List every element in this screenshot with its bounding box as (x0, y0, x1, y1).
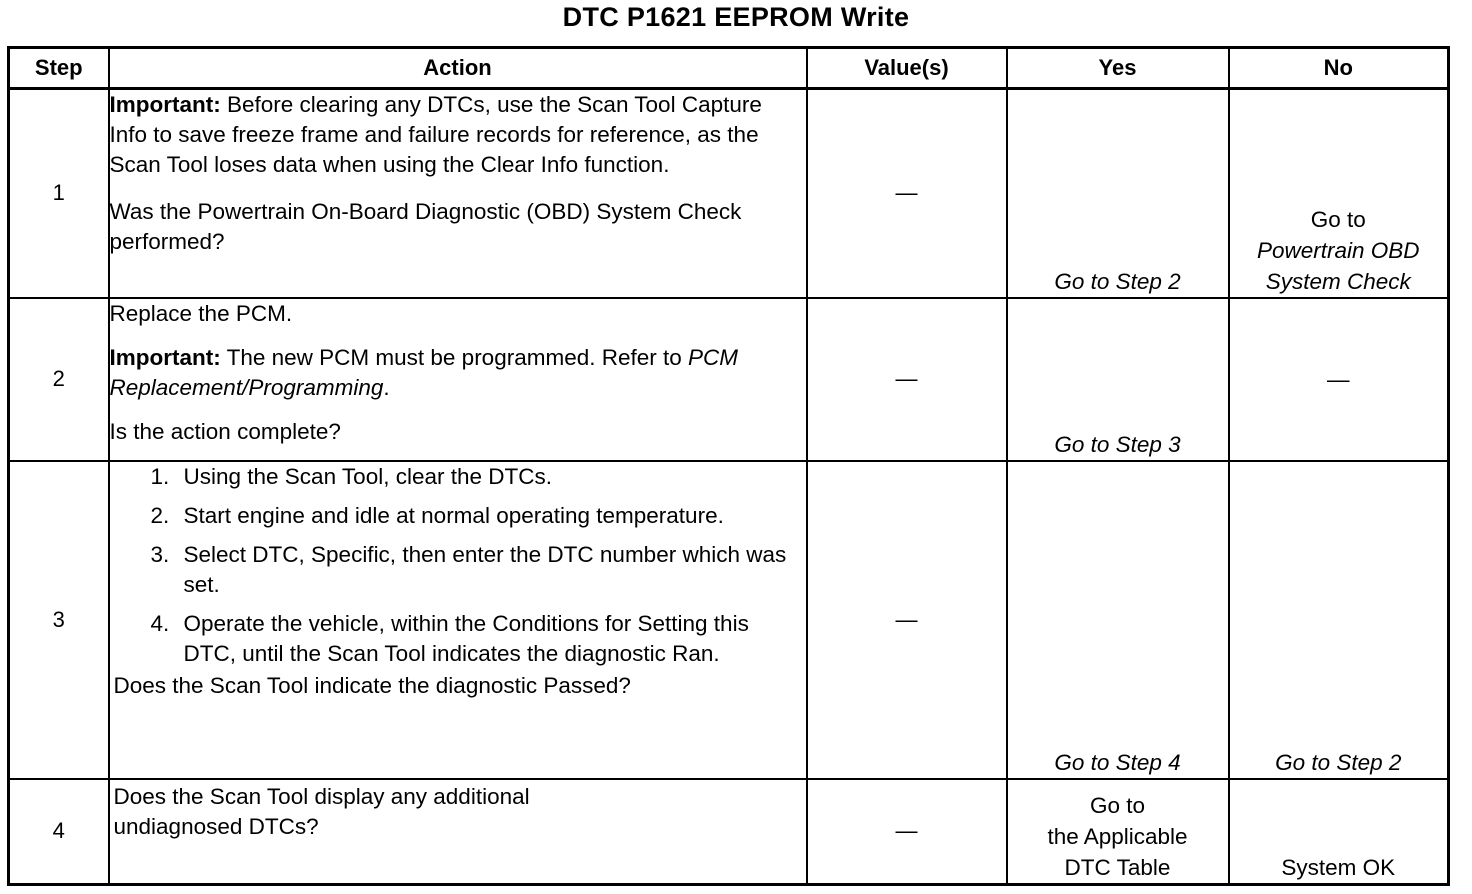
substep-item: 4. Operate the vehicle, within the Conditions for Setting this DTC, until the Scan Tool indicates the diagnostic Ran. (176, 609, 806, 669)
important-label: Important: (109, 344, 221, 370)
step-number: 4 (9, 779, 109, 885)
table-row (9, 298, 1449, 461)
important-text: Before clearing any DTCs, use the Scan Tool Capture Info to save freeze frame and failure records for reference, as the Scan Tool loses data when using the Clear Info function. (109, 92, 762, 177)
value-dash: — (895, 606, 918, 632)
table-row (9, 89, 1449, 298)
action-question: Is the action complete? (109, 418, 341, 444)
value-cell (807, 779, 1007, 885)
table-row (9, 461, 1449, 779)
substep-item: 3. Select DTC, Specific, then enter the DTC number which was set. (176, 540, 806, 600)
value-cell (807, 89, 1007, 298)
header-yes: Yes (1007, 48, 1229, 89)
yes-link-line1[interactable]: the Applicable (1047, 824, 1188, 849)
no-link-line1[interactable]: Powertrain OBD (1256, 237, 1420, 263)
no-goto-label: Go to (1310, 206, 1366, 232)
action-question: Does the Scan Tool display any additional undiagnosed DTCs? (113, 783, 530, 839)
no-cell (1229, 89, 1449, 298)
no-result: System OK (1281, 855, 1396, 880)
important-note (110, 90, 806, 180)
important-text: The new PCM must be programmed. Refer to (220, 344, 689, 370)
action-cell (109, 461, 807, 779)
action-cell (109, 89, 807, 298)
action-cell (109, 298, 807, 461)
value-dash: — (895, 818, 918, 844)
yes-link[interactable]: Go to Step 4 (1054, 749, 1181, 775)
reference-link[interactable]: PCM Replacement/Programming (109, 344, 739, 400)
action-cell (109, 779, 807, 885)
table-row (9, 779, 1449, 885)
no-dash: — (1327, 366, 1350, 392)
yes-cell (1007, 89, 1229, 298)
no-link-line2[interactable]: System Check (1265, 268, 1411, 294)
value-cell (807, 461, 1007, 779)
value-cell (807, 298, 1007, 461)
table-header-row (9, 48, 1449, 89)
no-link[interactable]: Go to Step 2 (1275, 749, 1402, 775)
no-cell (1229, 779, 1449, 885)
important-note (110, 343, 806, 403)
important-label: Important: (109, 92, 221, 117)
yes-cell (1007, 779, 1229, 885)
document-title: DTC P1621 EEPROM Write (562, 2, 910, 32)
action-question: Was the Powertrain On-Board Diagnostic (OBD) System Check performed? (109, 199, 742, 254)
header-values: Value(s) (807, 48, 1007, 89)
step-number: 3 (9, 461, 109, 779)
header-action: Action (109, 48, 807, 89)
yes-cell (1007, 461, 1229, 779)
yes-link[interactable]: Go to Step 3 (1054, 431, 1181, 457)
substep-item: 2. Start engine and idle at normal operating temperature. (176, 501, 806, 531)
important-end: . (383, 374, 390, 400)
step-number: 1 (9, 89, 109, 298)
yes-goto-label: Go to (1089, 793, 1146, 818)
header-no: No (1229, 48, 1449, 89)
no-cell (1229, 298, 1449, 461)
substep-item: 1. Using the Scan Tool, clear the DTCs. (176, 462, 806, 492)
yes-link-line2[interactable]: DTC Table (1064, 855, 1171, 880)
yes-cell (1007, 298, 1229, 461)
value-dash: — (895, 366, 918, 391)
yes-link[interactable]: Go to Step 2 (1054, 268, 1181, 294)
step-number: 2 (9, 298, 109, 461)
header-step: Step (9, 48, 109, 89)
value-dash: — (895, 180, 918, 206)
no-cell (1229, 461, 1449, 779)
action-question: Does the Scan Tool indicate the diagnostic Passed? (113, 672, 631, 698)
dtc-diagnostic-table (7, 46, 1450, 886)
substep-list (110, 462, 806, 669)
action-instruction: Replace the PCM. (109, 300, 293, 326)
